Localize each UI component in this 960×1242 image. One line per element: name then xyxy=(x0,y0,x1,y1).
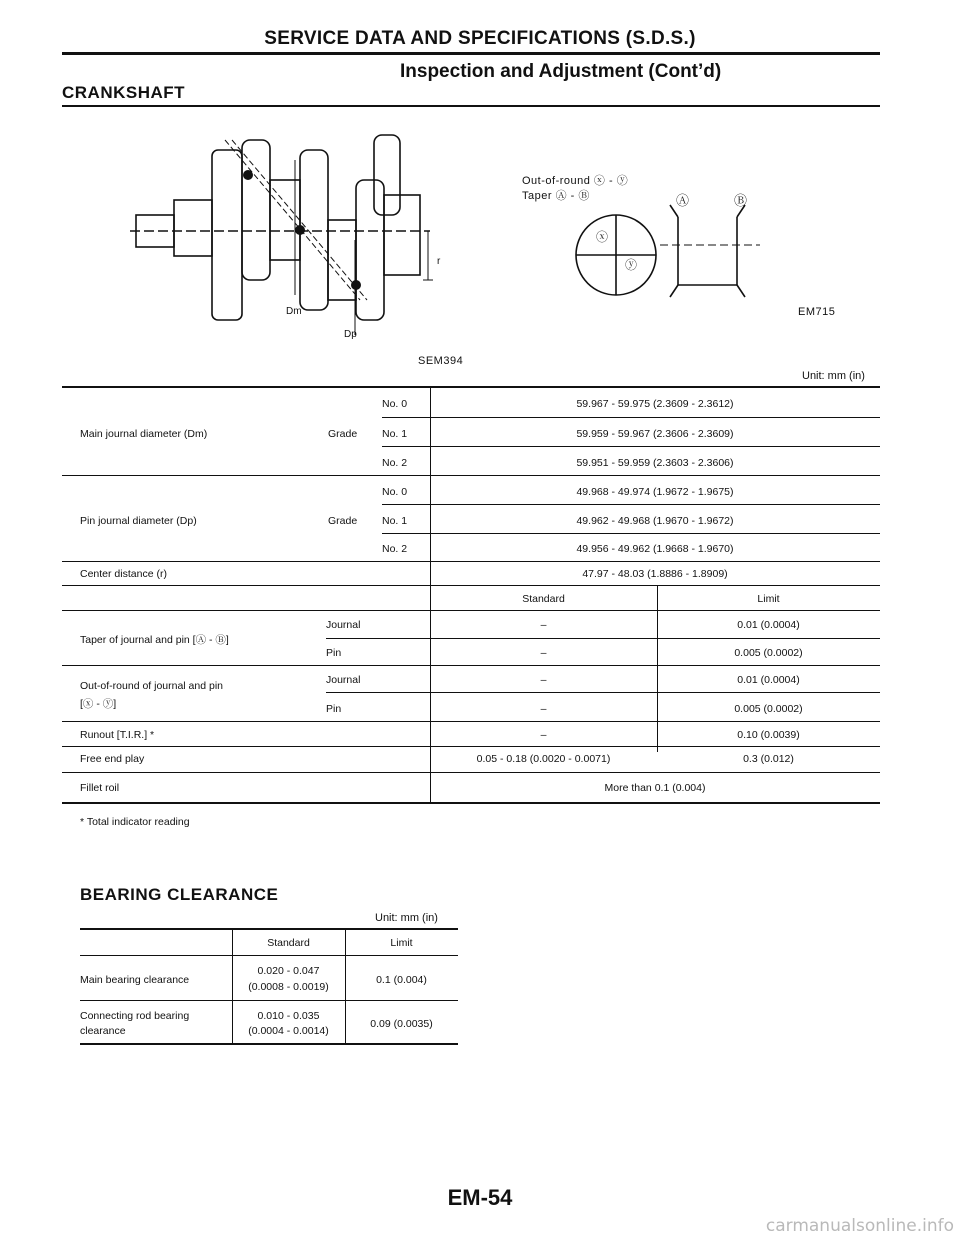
rod-bearing-std-1: 0.010 - 0.035 xyxy=(257,1010,320,1022)
oor-pin-standard: – xyxy=(540,703,547,715)
pin-value-0: 49.968 - 49.974 (1.9672 - 1.9675) xyxy=(576,486,734,498)
journal-label-oor: Out-of-round ⓧ - ⓨ xyxy=(522,175,629,187)
row-line xyxy=(382,504,880,505)
row-line xyxy=(382,446,880,447)
main-bearing-std-2: (0.0008 - 0.0019) xyxy=(248,981,329,993)
row-line xyxy=(80,955,458,956)
bearing-title: BEARING CLEARANCE xyxy=(80,885,279,904)
rod-bearing-limit: 0.09 (0.0035) xyxy=(370,1018,433,1030)
page-subtitle: Inspection and Adjustment (Cont’d) xyxy=(400,61,722,82)
runout-limit: 0.10 (0.0039) xyxy=(737,729,800,741)
oor-label-line2: [ⓧ - ⓨ] xyxy=(80,698,117,710)
bearing-standard-header: Standard xyxy=(267,937,310,949)
taper-pin-label: Pin xyxy=(326,647,342,659)
main-bearing-std-1: 0.020 - 0.047 xyxy=(257,965,320,977)
pin-grade-label: Grade xyxy=(328,515,358,527)
row-line xyxy=(80,1000,458,1001)
row-line xyxy=(382,533,880,534)
main-bearing-limit: 0.1 (0.004) xyxy=(376,974,427,986)
bearing-limit-header: Limit xyxy=(390,937,413,949)
runout-label: Runout [T.I.R.] * xyxy=(80,729,155,741)
row-line xyxy=(62,610,880,611)
taper-label: Taper of journal and pin [Ⓐ - Ⓑ] xyxy=(80,634,229,646)
center-distance-value: 47.97 - 48.03 (1.8886 - 1.8909) xyxy=(582,568,728,580)
fillet-label: Fillet roil xyxy=(80,782,120,794)
main-grade-label: Grade xyxy=(328,428,358,440)
endplay-label: Free end play xyxy=(80,753,145,765)
taper-pin-limit: 0.005 (0.0002) xyxy=(734,647,803,659)
label-dm: Dm xyxy=(286,306,302,317)
header-rule xyxy=(62,52,880,55)
oor-pin-limit: 0.005 (0.0002) xyxy=(734,703,803,715)
row-line xyxy=(62,665,880,666)
pin-grade-1: No. 1 xyxy=(382,515,408,527)
main-grade-2: No. 2 xyxy=(382,457,408,469)
journal-fig-code: EM715 xyxy=(798,306,836,318)
taper-journal-label: Journal xyxy=(326,619,361,631)
taper-journal-limit: 0.01 (0.0004) xyxy=(737,619,800,631)
page-header-title: SERVICE DATA AND SPECIFICATIONS (S.D.S.) xyxy=(264,28,696,49)
main-grade-0: No. 0 xyxy=(382,398,408,410)
main-grade-1: No. 1 xyxy=(382,428,408,440)
pin-value-1: 49.962 - 49.968 (1.9670 - 1.9672) xyxy=(576,515,734,527)
rod-bearing-std-2: (0.0004 - 0.0014) xyxy=(248,1025,329,1037)
rod-bearing-label-1: Connecting rod bearing xyxy=(80,1010,190,1022)
label-dp: Dp xyxy=(344,329,357,340)
limit-header: Limit xyxy=(757,593,780,605)
oor-journal-standard: – xyxy=(540,674,547,686)
bearing-top-rule xyxy=(80,928,458,930)
crank-table-unit: Unit: mm (in) xyxy=(802,370,865,382)
main-journal-label: Main journal diameter (Dm) xyxy=(80,428,208,440)
row-line xyxy=(62,475,880,476)
standard-header: Standard xyxy=(522,593,565,605)
row-line xyxy=(326,692,880,693)
watermark: carmanualsonline.info xyxy=(765,1216,954,1236)
oor-pin-label: Pin xyxy=(326,703,342,715)
main-value-0: 59.967 - 59.975 (2.3609 - 2.3612) xyxy=(576,398,734,410)
row-line xyxy=(62,721,880,722)
row-line xyxy=(62,561,880,562)
rod-bearing-label-2: clearance xyxy=(80,1025,126,1037)
oor-journal-limit: 0.01 (0.0004) xyxy=(737,674,800,686)
bearing-unit: Unit: mm (in) xyxy=(375,912,438,924)
page-number: EM-54 xyxy=(447,1185,513,1210)
main-value-2: 59.951 - 59.959 (2.3603 - 2.3606) xyxy=(576,457,734,469)
row-line xyxy=(382,417,880,418)
endplay-standard: 0.05 - 0.18 (0.0020 - 0.0071) xyxy=(476,753,611,765)
runout-standard: – xyxy=(540,729,547,741)
pin-grade-0: No. 0 xyxy=(382,486,408,498)
label-r: r xyxy=(437,256,441,267)
row-line xyxy=(62,746,880,747)
main-value-1: 59.959 - 59.967 (2.3606 - 2.3609) xyxy=(576,428,734,440)
pin-journal-label: Pin journal diameter (Dp) xyxy=(80,515,197,527)
journal-label-b: Ⓑ xyxy=(734,193,748,208)
oor-label-line1: Out-of-round of journal and pin xyxy=(80,680,224,692)
journal-label-taper: Taper Ⓐ - Ⓑ xyxy=(522,190,590,202)
center-distance-label: Center distance (r) xyxy=(80,568,167,580)
table-top-rule xyxy=(62,386,880,388)
footnote: * Total indicator reading xyxy=(80,816,190,828)
pin-value-2: 49.956 - 49.962 (1.9668 - 1.9670) xyxy=(576,543,734,555)
taper-pin-standard: – xyxy=(540,647,547,659)
main-bearing-label: Main bearing clearance xyxy=(80,974,190,986)
crank-fig-code: SEM394 xyxy=(418,355,464,367)
oor-journal-label: Journal xyxy=(326,674,361,686)
journal-label-x: ⓧ xyxy=(596,230,609,244)
table-bottom-rule xyxy=(62,802,880,804)
pin-grade-2: No. 2 xyxy=(382,543,408,555)
endplay-limit: 0.3 (0.012) xyxy=(743,753,794,765)
bearing-bottom-rule xyxy=(80,1043,458,1045)
taper-journal-standard: – xyxy=(540,619,547,631)
journal-diagram xyxy=(560,200,790,305)
row-line xyxy=(62,585,880,586)
journal-label-y: ⓨ xyxy=(625,258,638,272)
fillet-value: More than 0.1 (0.004) xyxy=(604,782,706,794)
section-title: CRANKSHAFT xyxy=(62,83,186,102)
row-line xyxy=(326,638,880,639)
section-rule xyxy=(62,105,880,107)
journal-label-a: Ⓐ xyxy=(676,193,690,208)
row-line xyxy=(62,772,880,773)
